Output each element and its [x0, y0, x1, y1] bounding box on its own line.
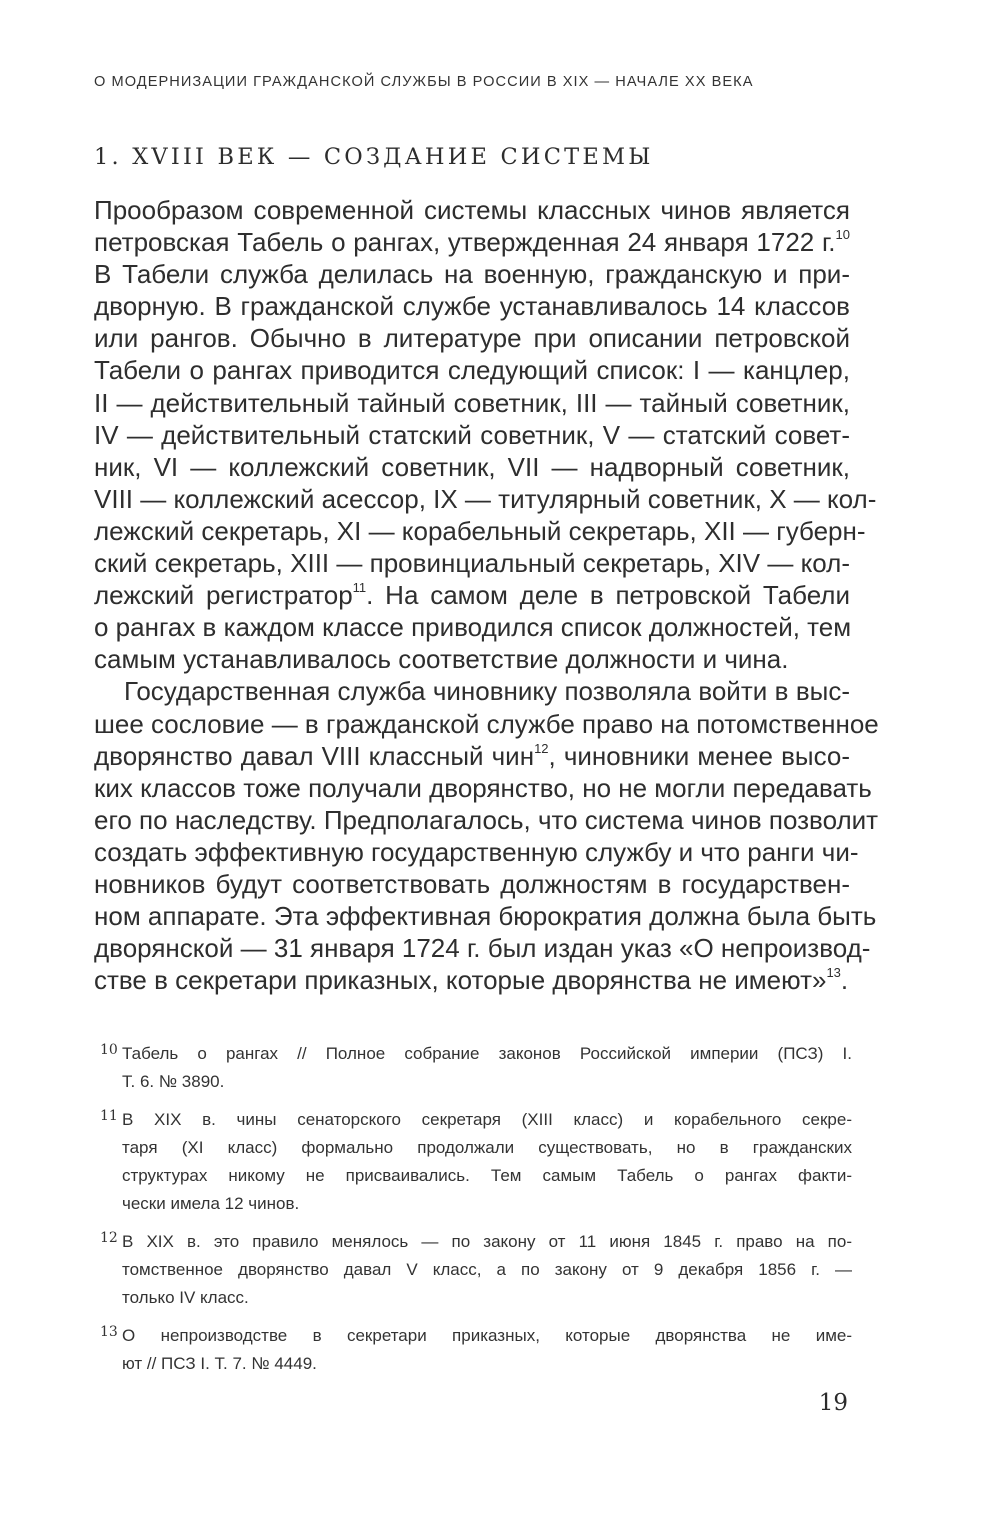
- footnote-ref[interactable]: 13: [826, 965, 841, 981]
- text-line: или рангов. Обычно в литературе при описании петровской: [94, 323, 850, 354]
- text-line: дворную. В гражданской службе устанавливалось 14 классов: [94, 291, 850, 322]
- footnote: [100, 1040, 852, 1096]
- footnote-line: таря (XI класс) формально продолжали существовать, но в гражданских: [122, 1138, 852, 1157]
- page-number: 19: [818, 1390, 848, 1416]
- footnote-line: чески имела 12 чинов.: [122, 1194, 300, 1213]
- footnote: [100, 1106, 852, 1218]
- text-line: Прообразом современной системы классных чинов является: [94, 195, 850, 225]
- text-line: ник, VI — коллежский советник, VII — надворный советник,: [94, 451, 850, 482]
- text-line: ном аппарате. Эта эффективная бюрократия должна была быть: [94, 901, 877, 932]
- text-line: шее сословие — в гражданской службе право на потомственное: [94, 708, 879, 739]
- text-line: VIII — коллежский асессор, IX — титулярный советник, X — кол-: [94, 483, 877, 514]
- text-line: ких классов тоже получали дворянство, но не могли передавать: [94, 772, 872, 803]
- footnote-ref[interactable]: 12: [534, 740, 549, 756]
- footnote-line: Табель о рангах // Полное собрание законов Российской империи (ПСЗ) I.: [122, 1044, 852, 1063]
- footnote-line: только IV класс.: [122, 1288, 249, 1307]
- text-line: самым устанавливалось соответствие должности и чина.: [94, 644, 789, 675]
- text-line: его по наследству. Предполагалось, что система чинов позволит: [94, 804, 879, 835]
- text-line: лежский секретарь, XI — корабельный секретарь, XII — губерн-: [94, 515, 866, 546]
- footnote-line: томственное дворянство давал V класс, а по закону от 9 декабря 1856 г. —: [122, 1260, 852, 1279]
- footnote-number: 11: [100, 1108, 118, 1124]
- footnote-number: 10: [100, 1042, 118, 1058]
- footnote-line: ют // ПСЗ I. Т. 7. № 4449.: [122, 1354, 317, 1373]
- text-line: ский секретарь, XIII — провинциальный секретарь, XIV — кол-: [94, 548, 850, 579]
- footnote-line: О непроизводстве в секретари приказных, которые дворянства не име-: [122, 1326, 852, 1345]
- text-line: Табели о рангах приводится следующий список: I — канцлер,: [94, 355, 850, 386]
- text-line: В Табели служба делилась на военную, гражданскую и при-: [94, 259, 850, 290]
- text-line: новников будут соответствовать должностям в государствен-: [94, 868, 850, 899]
- text-line: дворянской — 31 января 1724 г. был издан указ «О непроизвод-: [94, 933, 871, 964]
- text-line: петровская Табель о рангах, утвержденная 24 января 1722 г.$^{10}$: [94, 227, 850, 258]
- paragraph-1: [94, 194, 877, 675]
- footnote-ref[interactable]: 10: [835, 227, 850, 243]
- footnote-line: структурах никому не присваивались. Тем самым Табель о рангах факти-: [122, 1166, 852, 1185]
- footnote-line: В XIX в. чины сенаторского секретаря (XIII класс) и корабельного секре-: [122, 1110, 852, 1129]
- footnote: [100, 1228, 852, 1312]
- text-line: лежский регистратор$^{11}$. На самом деле в петровской Табели: [94, 580, 850, 611]
- text-line: II — действительный тайный советник, III — тайный советник,: [94, 387, 850, 418]
- text-line: о рангах в каждом классе приводился список должностей, тем: [94, 612, 852, 643]
- body-text: [94, 194, 879, 996]
- text-line: создать эффективную государственную службу и что ранги чи-: [94, 836, 859, 867]
- footnote-line: В XIX в. это правило менялось — по закону от 11 июня 1845 г. право на по-: [122, 1232, 852, 1251]
- text-line: дворянство давал VIII классный чин$^{12}$, чиновники менее высо-: [94, 740, 850, 771]
- footnote-number: 13: [100, 1324, 118, 1340]
- section-title: 1. XVIII ВЕК — СОЗДАНИЕ СИСТЕМЫ: [94, 144, 654, 170]
- footnote-line: Т. 6. № 3890.: [122, 1072, 225, 1091]
- text-line: стве в секретари приказных, которые дворянства не имеют»$^{13}$.: [94, 965, 849, 996]
- footnotes: [100, 1040, 852, 1388]
- footnote-number: 12: [100, 1230, 118, 1246]
- paragraph-2: [94, 675, 879, 996]
- text-line: IV — действительный статский советник, V — статский совет-: [94, 419, 850, 450]
- running-head: О МОДЕРНИЗАЦИИ ГРАЖДАНСКОЙ СЛУЖБЫ В РОССИИ В XIX — НАЧАЛЕ XX ВЕКА: [94, 74, 754, 90]
- footnote: [100, 1322, 852, 1378]
- footnote-ref[interactable]: 11: [352, 580, 367, 596]
- text-line: Государственная служба чиновнику позволяла войти в выс-: [124, 676, 850, 707]
